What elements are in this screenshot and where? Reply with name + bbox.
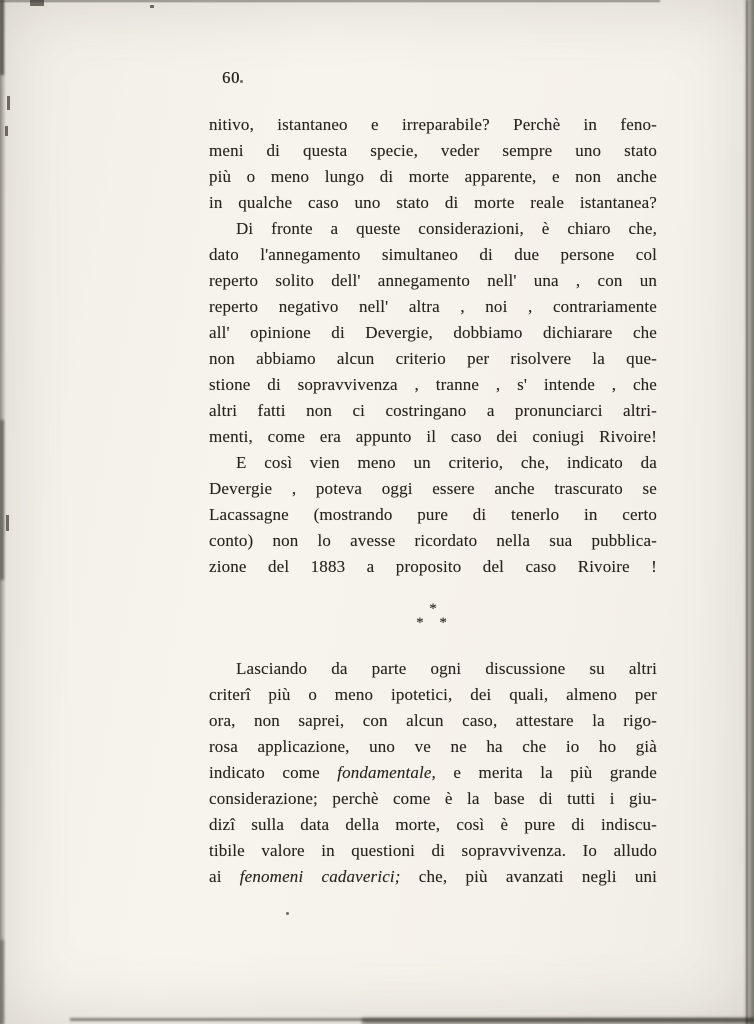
text-line: menti, come era appunto il caso dei coniugi Rivoire! (209, 427, 657, 446)
text-line: reperto solito dell' annegamento nell' una , con un (209, 271, 657, 290)
scan-speck (150, 5, 154, 8)
text-section-1 (209, 112, 657, 580)
text-line: all' opinione di Devergie, dobbiamo dichiarare che (209, 323, 657, 342)
text-line: conto) non lo avesse ricordato nella sua pubblica- (209, 531, 657, 550)
text-line: tibile valore in questioni di sopravvivenza. Io alludo (209, 841, 657, 860)
text-line: Devergie , poteva oggi essere anche trascurato se (209, 479, 657, 498)
text-line: non abbiamo alcun criterio per risolvere la que- (209, 349, 657, 368)
scan-edge-left (0, 0, 6, 1024)
scan-speck (286, 912, 289, 915)
italic-text: fenomeni cadaverici; (239, 867, 401, 886)
text-line: Di fronte a queste considerazioni, è chiaro che, (236, 219, 657, 238)
text-line: in qualche caso uno stato di morte reale istantanea? (209, 193, 657, 212)
scan-edge-left-dark-mid (0, 420, 4, 580)
text-line: altri fatti non ci costringano a pronunciarci altri- (209, 401, 657, 420)
scan-edge-top (0, 0, 660, 2)
text-line: ai fenomeni cadaverici; che, più avanzati negli uni (209, 867, 658, 886)
text-line: nitivo, istantaneo e irreparabile? Perchè in feno- (209, 115, 657, 134)
scan-edge-bottom-dark (362, 1018, 754, 1024)
text-line: dato l'annegamento simultaneo di due persone col (209, 245, 657, 264)
text-line: indicato come fondamentale, e merita la più grande (209, 763, 657, 782)
scan-speck (30, 0, 44, 6)
paragraph-1 (209, 112, 657, 216)
scan-speck (5, 126, 8, 136)
scan-edge-right (743, 0, 754, 1024)
text-line: Lasciando da parte ogni discussione su altri (236, 659, 657, 678)
scan-edge-left-dark-top (0, 0, 4, 75)
text-line: stione di sopravvivenza , tranne , s' intende , che (209, 375, 657, 394)
paragraph-2 (209, 216, 657, 450)
italic-text: fondamentale, (337, 763, 436, 782)
text-line: ora, non saprei, con alcun caso, attestare la rigo- (209, 711, 657, 730)
text-line: considerazione; perchè come è la base di tutti i giu- (209, 789, 657, 808)
scan-speck (7, 96, 10, 110)
paragraph-3 (209, 450, 657, 580)
text-line: Lacassagne (mostrando pure di tenerlo in certo (209, 505, 657, 524)
text-line: E così vien meno un criterio, che, indicato da (236, 453, 657, 472)
text-line: criterî più o meno ipotetici, dei quali, almeno per (209, 685, 657, 704)
asterism-bottom: * * (416, 615, 450, 631)
scan-edge-left-dark-bottom (0, 940, 4, 1024)
scan-speck (240, 80, 243, 83)
text-line: meni di questa specie, veder sempre uno stato (209, 141, 657, 160)
scan-edge-right-line (746, 0, 748, 1024)
scan-edge-bottom (70, 1018, 754, 1021)
paragraph-4 (209, 656, 657, 890)
page-number: 60 (222, 68, 241, 87)
text-line: rosa applicazione, uno ve ne ha che io ho già (209, 737, 657, 756)
section-separator-asterism (209, 602, 657, 630)
text-line: reperto negativo nell' altra , noi , contrariamente (209, 297, 657, 316)
asterism-top: * (429, 601, 437, 617)
text-line: zione del 1883 a proposito del caso Rivoire ! (209, 557, 657, 576)
text-block (209, 112, 657, 890)
text-section-2 (209, 656, 657, 890)
scan-speck (6, 515, 9, 531)
text-line: più o meno lungo di morte apparente, e non anche (209, 167, 657, 186)
text-line: dizî sulla data della morte, così è pure di indiscu- (209, 815, 657, 834)
